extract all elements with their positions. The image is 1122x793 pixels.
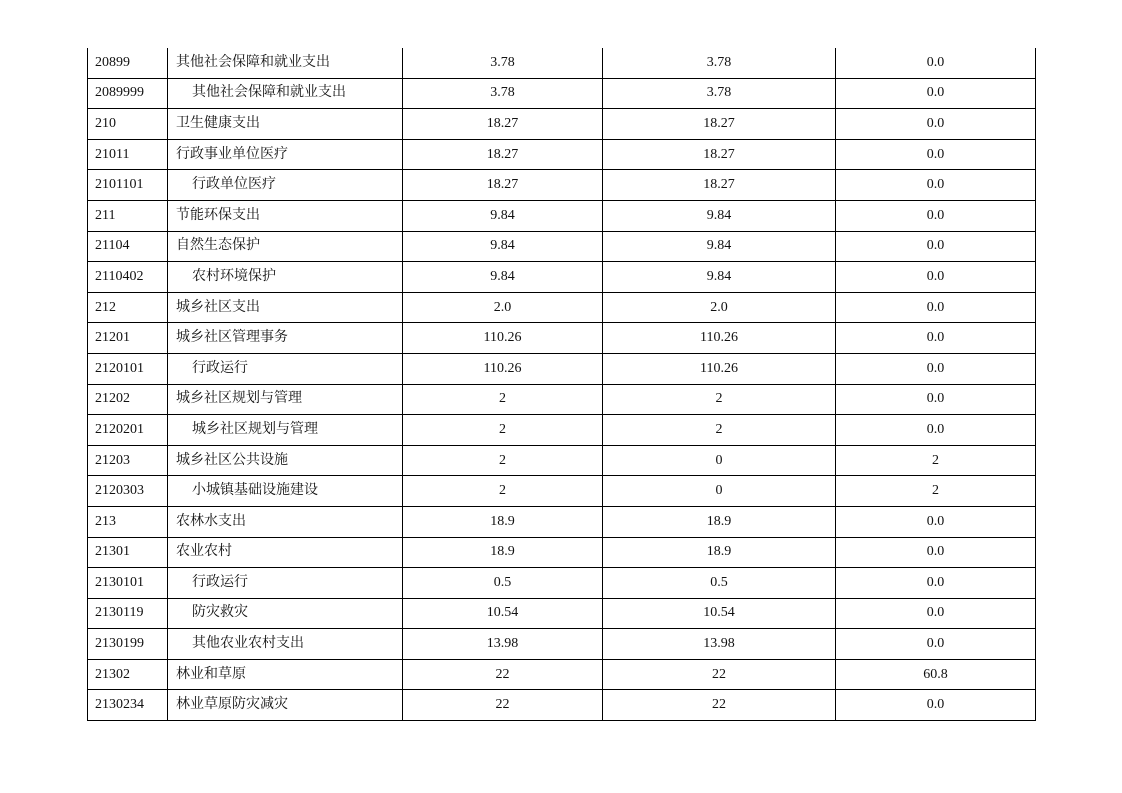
- subject-code-cell: 2101101: [88, 170, 168, 201]
- subject-code-cell: 2130234: [88, 690, 168, 721]
- table-row: [88, 659, 1036, 690]
- project-expenditure-cell: 0.0: [836, 568, 1036, 599]
- subject-name-cell: 林业和草原: [168, 659, 403, 690]
- basic-expenditure-cell: 9.84: [603, 200, 836, 231]
- project-expenditure-cell: 0.0: [836, 506, 1036, 537]
- total-amount-cell: 2: [403, 384, 603, 415]
- basic-expenditure-cell: 9.84: [603, 262, 836, 293]
- basic-expenditure-cell: 18.27: [603, 109, 836, 140]
- subject-name-cell: 城乡社区公共设施: [168, 445, 403, 476]
- basic-expenditure-cell: 2: [603, 415, 836, 446]
- total-amount-cell: 3.78: [403, 48, 603, 78]
- basic-expenditure-cell: 18.9: [603, 537, 836, 568]
- table-row: [88, 537, 1036, 568]
- table-row: [88, 139, 1036, 170]
- subject-code-cell: 210: [88, 109, 168, 140]
- total-amount-cell: 110.26: [403, 353, 603, 384]
- basic-expenditure-cell: 18.27: [603, 170, 836, 201]
- subject-code-cell: 21203: [88, 445, 168, 476]
- total-amount-cell: 3.78: [403, 78, 603, 109]
- project-expenditure-cell: 0.0: [836, 629, 1036, 660]
- table-row: [88, 170, 1036, 201]
- table-row: [88, 568, 1036, 599]
- project-expenditure-cell: 0.0: [836, 231, 1036, 262]
- subject-name-cell: 行政单位医疗: [168, 170, 403, 201]
- table-row: [88, 415, 1036, 446]
- table-row: [88, 48, 1036, 78]
- subject-code-cell: 2130101: [88, 568, 168, 599]
- table-row: [88, 445, 1036, 476]
- total-amount-cell: 22: [403, 659, 603, 690]
- total-amount-cell: 22: [403, 690, 603, 721]
- table-row: [88, 78, 1036, 109]
- total-amount-cell: 18.27: [403, 109, 603, 140]
- project-expenditure-cell: 0.0: [836, 262, 1036, 293]
- subject-name-cell: 行政运行: [168, 353, 403, 384]
- total-amount-cell: 18.9: [403, 537, 603, 568]
- total-amount-cell: 18.27: [403, 139, 603, 170]
- subject-name-cell: 自然生态保护: [168, 231, 403, 262]
- project-expenditure-cell: 60.8: [836, 659, 1036, 690]
- project-expenditure-cell: 0.0: [836, 384, 1036, 415]
- total-amount-cell: 10.54: [403, 598, 603, 629]
- table-row: [88, 629, 1036, 660]
- table-row: [88, 598, 1036, 629]
- project-expenditure-cell: 0.0: [836, 353, 1036, 384]
- table-row: [88, 384, 1036, 415]
- project-expenditure-cell: 0.0: [836, 170, 1036, 201]
- subject-code-cell: 211: [88, 200, 168, 231]
- subject-code-cell: 2120101: [88, 353, 168, 384]
- subject-name-cell: 城乡社区规划与管理: [168, 415, 403, 446]
- subject-code-cell: 2110402: [88, 262, 168, 293]
- total-amount-cell: 9.84: [403, 231, 603, 262]
- subject-name-cell: 城乡社区规划与管理: [168, 384, 403, 415]
- total-amount-cell: 110.26: [403, 323, 603, 354]
- table-row: [88, 690, 1036, 721]
- project-expenditure-cell: 0.0: [836, 109, 1036, 140]
- subject-name-cell: 城乡社区支出: [168, 292, 403, 323]
- table-row: [88, 109, 1036, 140]
- subject-name-cell: 小城镇基础设施建设: [168, 476, 403, 507]
- total-amount-cell: 2: [403, 476, 603, 507]
- subject-name-cell: 其他社会保障和就业支出: [168, 48, 403, 78]
- basic-expenditure-cell: 110.26: [603, 323, 836, 354]
- subject-code-cell: 21302: [88, 659, 168, 690]
- table-row: [88, 353, 1036, 384]
- subject-name-cell: 农村环境保护: [168, 262, 403, 293]
- subject-name-cell: 林业草原防灾减灾: [168, 690, 403, 721]
- basic-expenditure-cell: 18.9: [603, 506, 836, 537]
- project-expenditure-cell: 0.0: [836, 415, 1036, 446]
- project-expenditure-cell: 0.0: [836, 139, 1036, 170]
- subject-code-cell: 21011: [88, 139, 168, 170]
- subject-code-cell: 2120303: [88, 476, 168, 507]
- project-expenditure-cell: 0.0: [836, 537, 1036, 568]
- subject-code-cell: 2130199: [88, 629, 168, 660]
- project-expenditure-cell: 0.0: [836, 292, 1036, 323]
- table-row: [88, 231, 1036, 262]
- basic-expenditure-cell: 0.5: [603, 568, 836, 599]
- basic-expenditure-cell: 110.26: [603, 353, 836, 384]
- basic-expenditure-cell: 18.27: [603, 139, 836, 170]
- subject-name-cell: 节能环保支出: [168, 200, 403, 231]
- subject-name-cell: 行政事业单位医疗: [168, 139, 403, 170]
- basic-expenditure-cell: 2.0: [603, 292, 836, 323]
- subject-code-cell: 2089999: [88, 78, 168, 109]
- project-expenditure-cell: 0.0: [836, 48, 1036, 78]
- subject-name-cell: 农林水支出: [168, 506, 403, 537]
- subject-code-cell: 21104: [88, 231, 168, 262]
- budget-table-sheet: [87, 48, 1035, 721]
- table-row: [88, 292, 1036, 323]
- project-expenditure-cell: 0.0: [836, 323, 1036, 354]
- table-row: [88, 506, 1036, 537]
- total-amount-cell: 0.5: [403, 568, 603, 599]
- basic-expenditure-cell: 22: [603, 659, 836, 690]
- subject-name-cell: 防灾救灾: [168, 598, 403, 629]
- project-expenditure-cell: 0.0: [836, 598, 1036, 629]
- subject-code-cell: 20899: [88, 48, 168, 78]
- basic-expenditure-cell: 13.98: [603, 629, 836, 660]
- basic-expenditure-cell: 3.78: [603, 78, 836, 109]
- basic-expenditure-cell: 3.78: [603, 48, 836, 78]
- basic-expenditure-cell: 0: [603, 445, 836, 476]
- project-expenditure-cell: 0.0: [836, 78, 1036, 109]
- subject-code-cell: 21202: [88, 384, 168, 415]
- total-amount-cell: 18.27: [403, 170, 603, 201]
- basic-expenditure-cell: 10.54: [603, 598, 836, 629]
- subject-name-cell: 城乡社区管理事务: [168, 323, 403, 354]
- project-expenditure-cell: 0.0: [836, 690, 1036, 721]
- basic-expenditure-cell: 0: [603, 476, 836, 507]
- total-amount-cell: 13.98: [403, 629, 603, 660]
- subject-name-cell: 其他社会保障和就业支出: [168, 78, 403, 109]
- total-amount-cell: 9.84: [403, 262, 603, 293]
- project-expenditure-cell: 2: [836, 445, 1036, 476]
- table-row: [88, 262, 1036, 293]
- total-amount-cell: 2.0: [403, 292, 603, 323]
- subject-name-cell: 其他农业农村支出: [168, 629, 403, 660]
- basic-expenditure-cell: 2: [603, 384, 836, 415]
- project-expenditure-cell: 0.0: [836, 200, 1036, 231]
- subject-name-cell: 卫生健康支出: [168, 109, 403, 140]
- basic-expenditure-cell: 9.84: [603, 231, 836, 262]
- total-amount-cell: 9.84: [403, 200, 603, 231]
- subject-code-cell: 2120201: [88, 415, 168, 446]
- subject-code-cell: 21201: [88, 323, 168, 354]
- total-amount-cell: 2: [403, 415, 603, 446]
- total-amount-cell: 18.9: [403, 506, 603, 537]
- project-expenditure-cell: 2: [836, 476, 1036, 507]
- table-row: [88, 323, 1036, 354]
- table-row: [88, 476, 1036, 507]
- subject-name-cell: 行政运行: [168, 568, 403, 599]
- total-amount-cell: 2: [403, 445, 603, 476]
- table-body: [88, 48, 1036, 721]
- subject-code-cell: 212: [88, 292, 168, 323]
- budget-expenditure-table: [87, 48, 1036, 721]
- table-row: [88, 200, 1036, 231]
- subject-name-cell: 农业农村: [168, 537, 403, 568]
- subject-code-cell: 2130119: [88, 598, 168, 629]
- subject-code-cell: 213: [88, 506, 168, 537]
- subject-code-cell: 21301: [88, 537, 168, 568]
- basic-expenditure-cell: 22: [603, 690, 836, 721]
